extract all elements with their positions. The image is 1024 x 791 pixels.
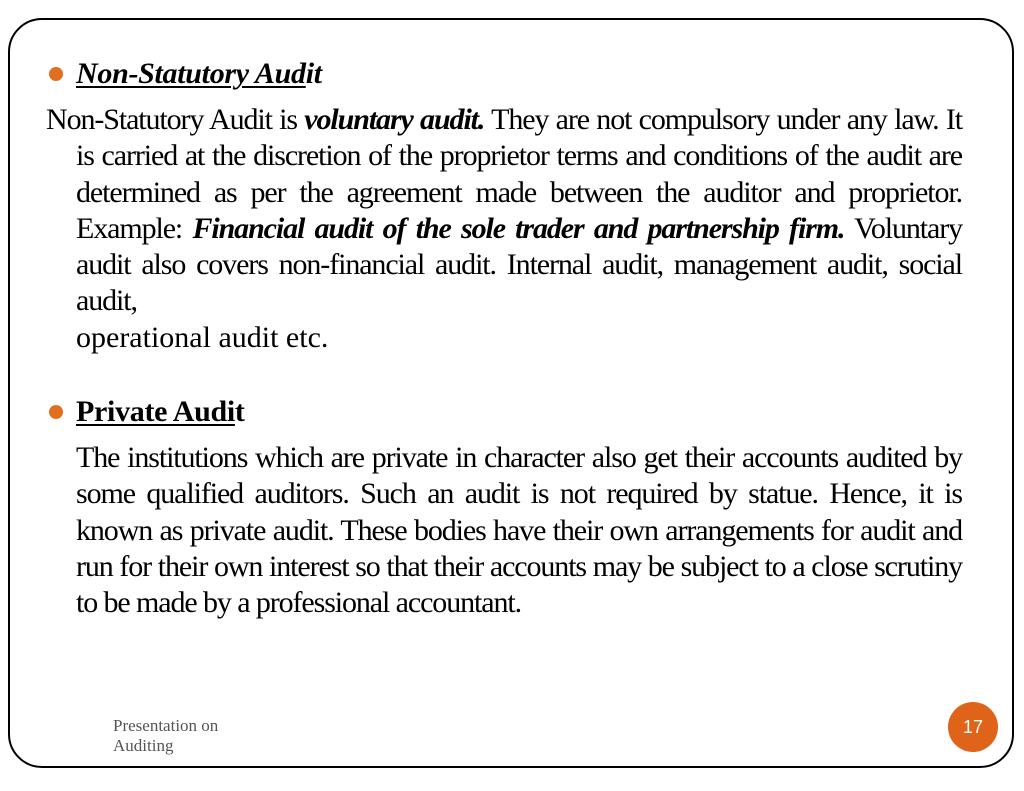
section-gap bbox=[46, 356, 962, 392]
heading-main-text: Private Audi bbox=[76, 395, 235, 429]
paragraph-text: Voluntary audit also covers non-financial audit. Internal audit, management audit, social audit, bbox=[76, 211, 962, 318]
bullet-icon bbox=[49, 405, 63, 419]
emphasis-voluntary-audit: voluntary audit. bbox=[304, 103, 485, 136]
slide-content bbox=[46, 54, 962, 622]
footer-line-2: Auditing bbox=[113, 736, 174, 755]
paragraph-text: They are not compulsory under any law. It is carried at the discretion of the proprietor terms and conditions of the audit are determined as per the agreement made between the auditor and proprietor. Example: bbox=[76, 103, 962, 245]
footer-line-1: Presentation on bbox=[113, 716, 219, 735]
paragraph-last-line: operational audit etc. bbox=[76, 320, 329, 354]
heading-main-text: Non-Statutory Aud bbox=[76, 57, 306, 90]
page-number-badge: 17 bbox=[948, 702, 998, 752]
paragraph-text: Non-Statutory Audit is bbox=[46, 103, 305, 136]
footer-presentation-label bbox=[113, 716, 293, 756]
heading-tail-text: it bbox=[305, 57, 322, 90]
paragraph-non-statutory-audit bbox=[46, 102, 962, 356]
heading-non-statutory-audit bbox=[46, 54, 962, 94]
heading-tail-text: t bbox=[234, 395, 245, 429]
bullet-icon bbox=[49, 67, 63, 81]
heading-private-audit bbox=[46, 392, 962, 432]
emphasis-example: Financial audit of the sole trader and partnership firm. bbox=[192, 211, 845, 245]
paragraph-private-audit: The institutions which are private in character also get their accounts audited by some qualified auditors. Such an audit is not required by statue. Hence, it is known as private audit. These bodies have their own arrangements for audit and run for their own interest so that their accounts may be subject to a close scrutiny to be made by a professional accountant. bbox=[76, 441, 962, 620]
